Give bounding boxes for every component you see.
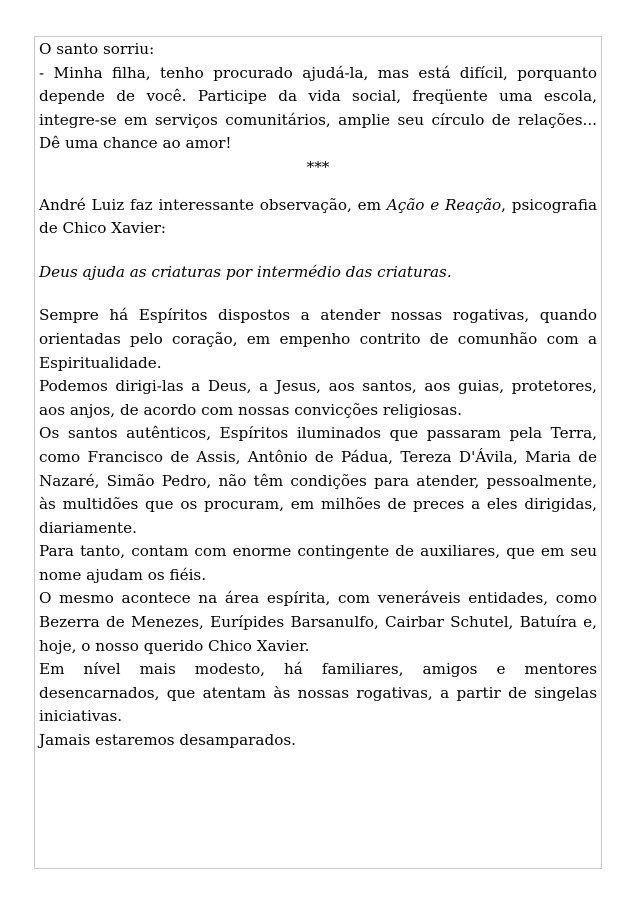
spacer bbox=[39, 241, 597, 261]
paragraph-dialogue: - Minha filha, tenho procurado ajudá-la, mas está difícil, porquanto depende de você. Participe da vida social, freqüente uma escola, integre-se em serviços comunitários, amplie seu círculo de relações... Dê uma chance ao amor! bbox=[39, 63, 597, 153]
spacer bbox=[39, 180, 597, 194]
paragraph-body: Sempre há Espíritos dispostos a atender nossas rogativas, quando orientadas pelo coração, em empenho contrito de comunhão com a Espiritualidade. bbox=[39, 306, 597, 372]
paragraph-body: Os santos autênticos, Espíritos iluminados que passaram pela Terra, como Francisco de Assis, Antônio de Pádua, Tereza D'Ávila, Maria de Nazaré, Simão Pedro, não têm condições para atender, pessoalmente, às multidões que os procuram, em milhões de preces a eles dirigidas, diariamente. bbox=[39, 424, 597, 537]
paragraph-body: Em nível mais modesto, há familiares, amigos e mentores desencarnados, que atentam às nossas rogativas, a partir de singelas iniciativas. bbox=[39, 660, 597, 726]
section-separator: *** bbox=[306, 157, 330, 176]
paragraph-body: O mesmo acontece na área espírita, com veneráveis entidades, como Bezerra de Menezes, Eurípides Barsanulfo, Cairbar Schutel, Batuíra e, hoje, o nosso querido Chico Xavier. bbox=[39, 589, 597, 655]
intro-prefix: André Luiz faz interessante observação, em bbox=[39, 195, 387, 214]
document-body bbox=[39, 38, 597, 753]
paragraph-intro bbox=[39, 194, 597, 241]
spacer bbox=[39, 284, 597, 304]
paragraph-body: Para tanto, contam com enorme contingente de auxiliares, que em seu nome ajudam os fiéis. bbox=[39, 542, 597, 584]
paragraph-body: Podemos dirigi-las a Deus, a Jesus, aos santos, aos guias, protetores, aos anjos, de acordo com nossas convicções religiosas. bbox=[39, 377, 597, 419]
paragraph-closing: Jamais estaremos desamparados. bbox=[39, 731, 296, 750]
intro-suffix: , psicografia de Chico Xavier: bbox=[39, 195, 598, 238]
quote: Deus ajuda as criaturas por intermédio das criaturas. bbox=[39, 262, 452, 281]
paragraph-opening: O santo sorriu: bbox=[39, 40, 155, 58]
book-title: Ação e Reação bbox=[386, 195, 502, 214]
